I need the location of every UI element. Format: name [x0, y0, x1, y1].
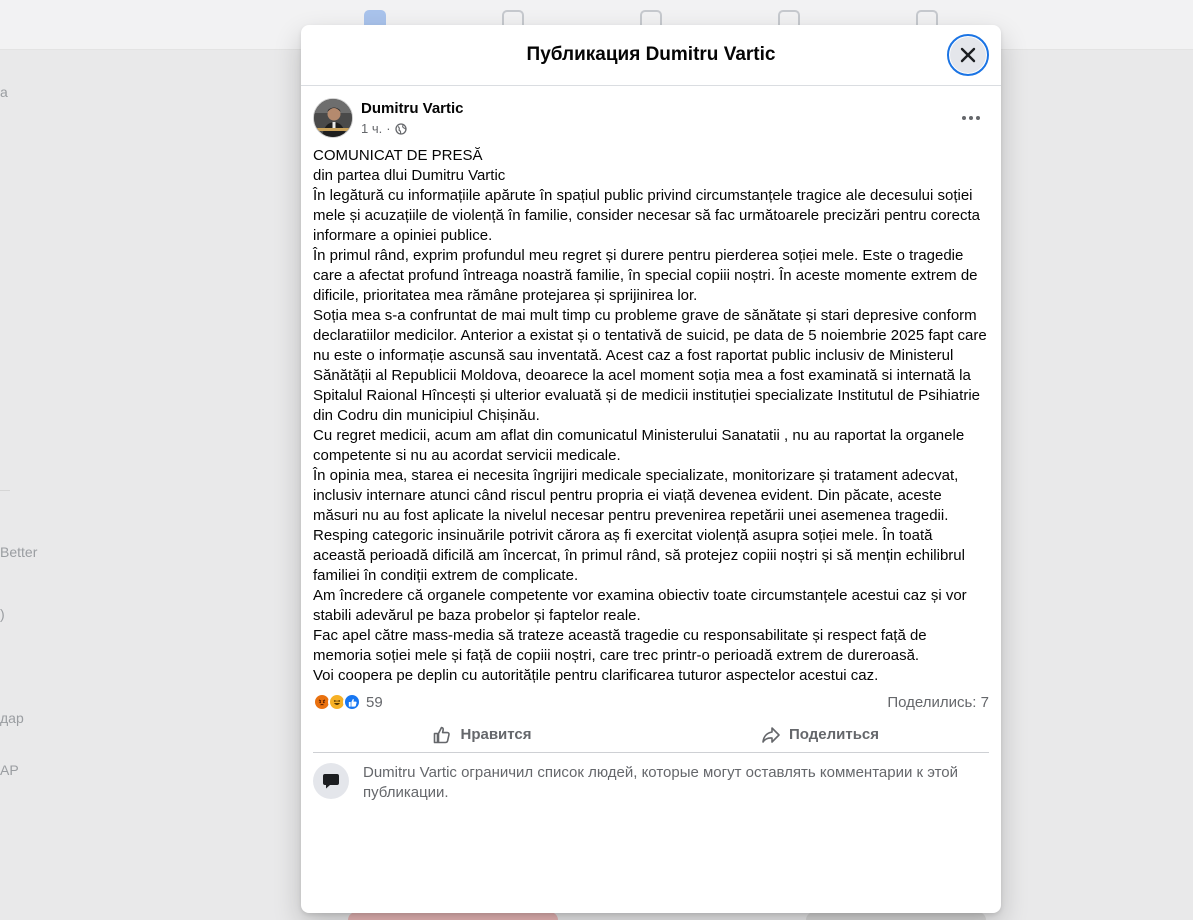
post-paragraph: Fac apel către mass-media să trateze această tragedie cu responsabilitate și respect față de memoria soției mele și față de copiii noștri, care trec printr-o perioadă extrem de dureroasă.: [313, 627, 927, 664]
post-header: [301, 86, 1001, 146]
background-card: [348, 912, 558, 920]
background-left-text-2: Better: [0, 544, 38, 560]
share-icon: [761, 725, 781, 745]
post-paragraph: În legătură cu informațiile apărute în spațiul public privind circumstanțele tragice ale decesului soției mele și acuzațiile de violență în familie, consider necesar să fac următoarele precizări pentru corecta informare a opiniei publice.: [313, 187, 980, 244]
more-options-button[interactable]: [953, 100, 989, 136]
post-paragraph: din partea dlui Dumitru Vartic: [313, 167, 506, 184]
background-left-text-1: а: [0, 84, 8, 100]
post-time[interactable]: 1 ч.: [361, 121, 383, 136]
post-meta: [361, 121, 407, 136]
background-card: [806, 912, 986, 920]
share-label: Поделиться: [788, 726, 880, 743]
meta-separator: ·: [386, 121, 391, 136]
avatar[interactable]: [313, 98, 353, 138]
post-paragraph: Soția mea s-a confruntat de mai mult timp cu probleme grave de sănătate și stari depresive conform declaratiilor medicilor. Anterior a existat și o tentativă de suicid, pe data de 5 noiembrie 2025 fapt care nu este o informație ascunsă sau inventată. Acest caz a fost raportat public inclusiv de Ministerul Sănătății al Republicii Moldova, deoarece la acel moment soția mea a fost examinată si internată la Spitalul Raional Hîncești și ulterior evaluată și de medicii instituției specializate Institutul de Psihiatrie din Codru din municipiul Chișinău.: [313, 307, 987, 424]
like-label: Нравится: [460, 726, 532, 743]
post-paragraph: În primul rând, exprim profundul meu regret și durere pentru pierderea soției mele. Este o tragedie care a afectat profund întreaga noastră familie, în special copiii noștri. În aceste momente extrem de dificile, prioritatea mea rămâne protejarea și sprijinirea lor.: [313, 247, 978, 304]
reaction-count: 59: [366, 693, 383, 711]
share-button[interactable]: [651, 717, 989, 752]
globe-icon: [395, 123, 407, 135]
post-paragraph: Resping categoric insinuările potrivit cărora aș fi exercitat violență asupra soției mele. În toată această perioadă dificilă am încercat, în primul rând, să protejez copiii noștri și să mențin echilibrul familiei în condiții extrem de complicate.: [313, 527, 965, 584]
reactions-summary[interactable]: [313, 693, 383, 711]
comment-notice-text: Dumitru Vartic ограничил список людей, которые могут оставлять комментарии к этой публикации.: [363, 764, 959, 801]
shares-count[interactable]: Поделились: 7: [887, 693, 989, 711]
background-left-text-3: ): [0, 606, 5, 622]
close-button[interactable]: [947, 34, 989, 76]
post-stats: [313, 691, 989, 713]
comment-icon: [313, 763, 349, 799]
background-divider: [0, 490, 10, 491]
background-left-text-4: дар: [0, 710, 24, 726]
like-button[interactable]: [313, 717, 651, 752]
close-icon: [958, 45, 978, 65]
author-name[interactable]: Dumitru Vartic: [361, 100, 464, 117]
post-text: [301, 146, 1001, 686]
background-left-text-5: АР: [0, 762, 19, 778]
post-actions: [313, 717, 989, 753]
more-icon: [961, 115, 981, 121]
post-paragraph: Am încredere că organele competente vor examina obiectiv toate circumstanțele acestui caz și vor stabili adevărul pe baza probelor și faptelor reale.: [313, 587, 967, 624]
post-paragraph: Cu regret medicii, acum am aflat din comunicatul Ministerului Sanatatii , nu au raportat la organele competente si nu au acordat servicii medicale.: [313, 427, 965, 464]
post-paragraph: În opinia mea, starea ei necesita îngrijiri medicale specializate, monitorizare și tratament adecvat, inclusiv internare atunci când riscul pentru propria ei viață devenea evident. Din păcate, aceste măsuri nu au fost aplicate la nivelul necesar pentru prevenirea repetării unei asemenea tragedii.: [313, 467, 959, 524]
thumbs-up-icon: [432, 725, 452, 745]
post-paragraph: COMUNICAT DE PRESĂ: [313, 147, 483, 164]
comment-restriction-notice: [313, 763, 989, 803]
avatar-image: [314, 99, 353, 138]
post-modal: [301, 25, 1001, 913]
modal-header: [301, 25, 1001, 86]
modal-title: Публикация Dumitru Vartic: [526, 44, 776, 65]
like-reaction-icon: [343, 693, 361, 711]
post-paragraph: Voi coopera pe deplin cu autoritățile pentru clarificarea tuturor aspectelor acestui caz.: [313, 667, 879, 684]
